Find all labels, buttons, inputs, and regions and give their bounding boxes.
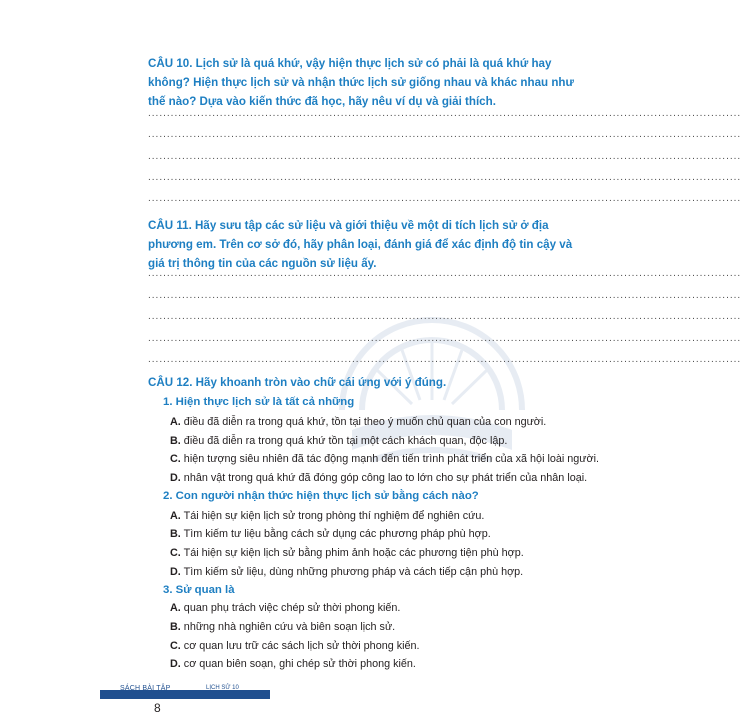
answer-line[interactable]: ............................................................................................................................................................. <box>148 129 741 140</box>
option-3d[interactable]: D. cơ quan biên soạn, ghi chép sử thời phong kiến. <box>170 658 416 670</box>
option-2b[interactable]: B. Tìm kiếm tư liệu bằng cách sử dụng các phương pháp phù hợp. <box>170 528 491 540</box>
option-3c[interactable]: C. cơ quan lưu trữ các sách lịch sử thời phong kiến. <box>170 640 420 652</box>
question-11-heading: CÂU 11. Hãy sưu tập các sử liệu và giới thiệu về một di tích lịch sử ở địa phương em. Trên cơ sở đó, hãy phân loại, đánh giá để xác định độ tin cậy và giá trị thông tin của các nguồn sử liệu ấy. <box>148 219 573 270</box>
option-2a[interactable]: A. Tái hiện sự kiện lịch sử trong phòng thí nghiệm để nghiên cứu. <box>170 510 485 522</box>
subquestion-1-title: 1. Hiện thực lịch sử là tất cả những <box>163 396 355 408</box>
answer-line[interactable]: ............................................................................................................................................................. <box>148 333 741 344</box>
answer-line[interactable]: ............................................................................................................................................................. <box>148 151 741 162</box>
answer-line[interactable]: ............................................................................................................................................................. <box>148 193 741 204</box>
option-2c[interactable]: C. Tái hiện sự kiện lịch sử bằng phim ảnh hoặc các phương tiện phù hợp. <box>170 547 524 559</box>
answer-line[interactable]: ............................................................................................................................................................. <box>148 311 741 322</box>
answer-line[interactable]: ............................................................................................................................................................. <box>148 354 741 365</box>
option-1b[interactable]: B. điều đã diễn ra trong quá khứ tồn tại một cách khách quan, độc lập. <box>170 435 508 447</box>
subquestion-2-title: 2. Con người nhận thức hiện thực lịch sử bằng cách nào? <box>163 490 479 502</box>
option-1d[interactable]: D. nhân vật trong quá khứ đã đóng góp công lao to lớn cho sự phát triển của nhân loại. <box>170 472 588 484</box>
answer-line[interactable]: ............................................................................................................................................................. <box>148 268 741 279</box>
question-10-heading: CÂU 10. Lịch sử là quá khứ, vậy hiện thực lịch sử có phải là quá khứ hay không? Hiện thực lịch sử và nhận thức lịch sử giống nhau và khác nhau như thế nào? Dựa vào kiến thức đã học, hãy nêu ví dụ và giải thích. <box>148 57 574 108</box>
answer-line[interactable]: ............................................................................................................................................................. <box>148 108 741 119</box>
subquestion-3-title: 3. Sử quan là <box>163 584 235 596</box>
option-2d[interactable]: D. Tìm kiếm sử liệu, dùng những phương pháp và cách tiếp cận phù hợp. <box>170 566 524 578</box>
answer-line[interactable]: ............................................................................................................................................................. <box>148 290 741 301</box>
option-1a[interactable]: A. điều đã diễn ra trong quá khứ, tồn tại theo ý muốn chủ quan của con người. <box>170 416 547 428</box>
question-12-heading: CÂU 12. Hãy khoanh tròn vào chữ cái ứng với ý đúng. <box>148 376 447 389</box>
option-3a[interactable]: A. quan phụ trách việc chép sử thời phong kiến. <box>170 602 401 614</box>
footer-subject: LỊCH SỬ 10 <box>206 685 239 691</box>
answer-line[interactable]: ............................................................................................................................................................. <box>148 172 741 183</box>
page-number: 8 <box>154 701 161 715</box>
option-3b[interactable]: B. những nhà nghiên cứu và biên soạn lịch sử. <box>170 621 396 633</box>
option-1c[interactable]: C. hiện tượng siêu nhiên đã tác động mạnh đến tiến trình phát triển của xã hội loài người. <box>170 453 599 465</box>
footer-book-series: SÁCH BÀI TẬP <box>120 685 171 692</box>
